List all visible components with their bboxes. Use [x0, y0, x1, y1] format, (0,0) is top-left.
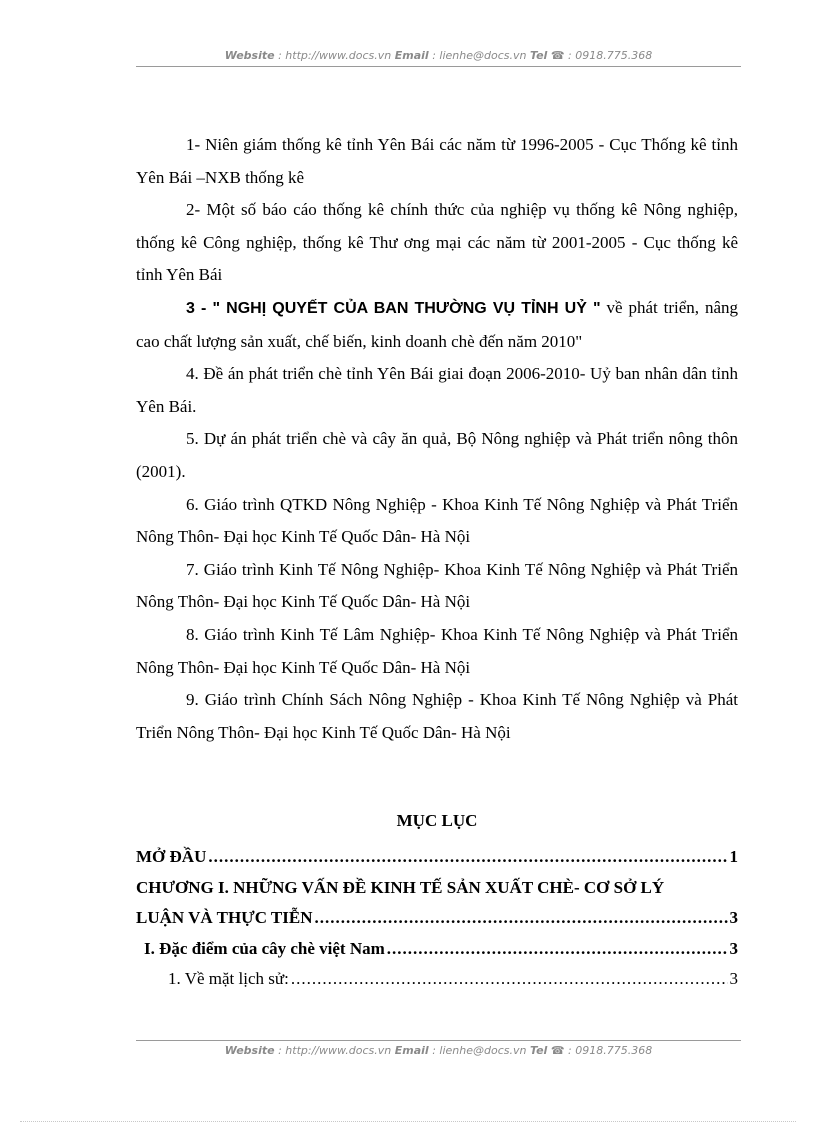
toc-entry-page: 3: [729, 969, 738, 988]
toc-entry-label: MỞ ĐẦU: [136, 847, 207, 866]
toc-entry[interactable]: [136, 964, 738, 995]
reference-item: 8. Giáo trình Kinh Tế Lâm Nghiệp- Khoa Kinh Tế Nông Nghiệp và Phát Triển Nông Thôn- Đại học Kinh Tế Quốc Dân- Hà Nội: [136, 624, 738, 677]
reference-item: 4. Đề án phát triển chè tỉnh Yên Bái giai đoạn 2006-2010- Uỷ ban nhân dân tỉnh Yên Bái.: [136, 364, 738, 416]
toc-leader: [291, 964, 728, 995]
website-label: Website: [224, 49, 275, 62]
toc-entry-label: LUẬN VÀ THỰC TIỄN: [136, 908, 313, 927]
reference-item: 1- Niên giám thống kê tỉnh Yên Bái các năm từ 1996-2005 - Cục Thống kê tỉnh Yên Bái –NXB thống kê: [136, 135, 738, 187]
toc-entry-label: 1. Về mặt lịch sử:: [168, 969, 289, 988]
email-value: : lienhe@docs.vn: [428, 1044, 530, 1057]
reference-item: 7. Giáo trình Kinh Tế Nông Nghiệp- Khoa Kinh Tế Nông Nghiệp và Phát Triển Nông Thôn- Đại học Kinh Tế Quốc Dân- Hà Nội: [136, 559, 738, 612]
website-label: Website: [224, 1044, 275, 1057]
toc-entry-label-line1[interactable]: CHƯƠNG I. NHỮNG VẤN ĐỀ KINH TẾ SẢN XUẤT CHÈ- CƠ SỞ LÝ: [136, 877, 665, 897]
toc-entry-page: 3: [729, 908, 738, 927]
toc-entry[interactable]: [136, 934, 738, 965]
reference-item: 6. Giáo trình QTKD Nông Nghiệp - Khoa Kinh Tế Nông Nghiệp và Phát Triển Nông Thôn- Đại học Kinh Tế Quốc Dân- Hà Nội: [136, 494, 738, 547]
toc-entry-page: 3: [729, 938, 738, 958]
toc-leader: [315, 903, 728, 934]
table-of-contents: [136, 842, 738, 995]
page-header: [136, 49, 741, 62]
tel-value: : 0918.775.368: [564, 49, 653, 62]
tel-label: Tel: [529, 49, 548, 62]
website-value: : http://www.docs.vn: [274, 49, 395, 62]
reference-item: [136, 292, 738, 358]
phone-icon: ☎: [550, 49, 565, 62]
toc-title: MỤC LỤC: [396, 811, 478, 830]
reference-item: 5. Dự án phát triển chè và cây ăn quả, Bộ Nông nghiệp và Phát triển nông thôn (2001).: [136, 429, 738, 481]
references-list: [136, 129, 738, 749]
toc-leader: [387, 934, 728, 965]
reference-bold-title: NGHỊ QUYẾT CỦA BAN THƯỜNG VỤ TỈNH UỶ ": [226, 299, 601, 317]
email-value: : lienhe@docs.vn: [428, 49, 530, 62]
toc-entry-label: I. Đặc điểm của cây chè việt Nam: [144, 938, 385, 958]
reference-prefix: 3 - ": [186, 299, 227, 317]
toc-entry[interactable]: [136, 903, 738, 934]
toc-leader: [208, 842, 727, 873]
website-value: : http://www.docs.vn: [274, 1044, 395, 1057]
reference-item: 2- Một số báo cáo thống kê chính thức của nghiệp vụ thống kê Nông nghiệp, thống kê Công nghiệp, thống kê Thư ơng mại các năm từ 2001-2005 - Cục thống kê tỉnh Yên Bái: [136, 200, 738, 285]
email-label: Email: [394, 1044, 429, 1057]
phone-icon: ☎: [550, 1044, 565, 1057]
toc-entry-page: 1: [729, 847, 738, 866]
reference-item: 9. Giáo trình Chính Sách Nông Nghiệp - Khoa Kinh Tế Nông Nghiệp và Phát Triển Nông Thôn- Đại học Kinh Tế Quốc Dân- Hà Nội: [136, 690, 738, 742]
page-footer: [136, 1044, 741, 1057]
footer-divider: [136, 1040, 741, 1041]
header-divider: [136, 66, 741, 67]
tel-label: Tel: [529, 1044, 548, 1057]
page-edge: [20, 1121, 796, 1122]
toc-entry[interactable]: [136, 842, 738, 873]
tel-value: : 0918.775.368: [564, 1044, 653, 1057]
email-label: Email: [394, 49, 429, 62]
reference-text: về phát triển, nâng cao chất lượng sản xuất, chế biến, kinh doanh chè đến năm 2010": [136, 297, 739, 351]
